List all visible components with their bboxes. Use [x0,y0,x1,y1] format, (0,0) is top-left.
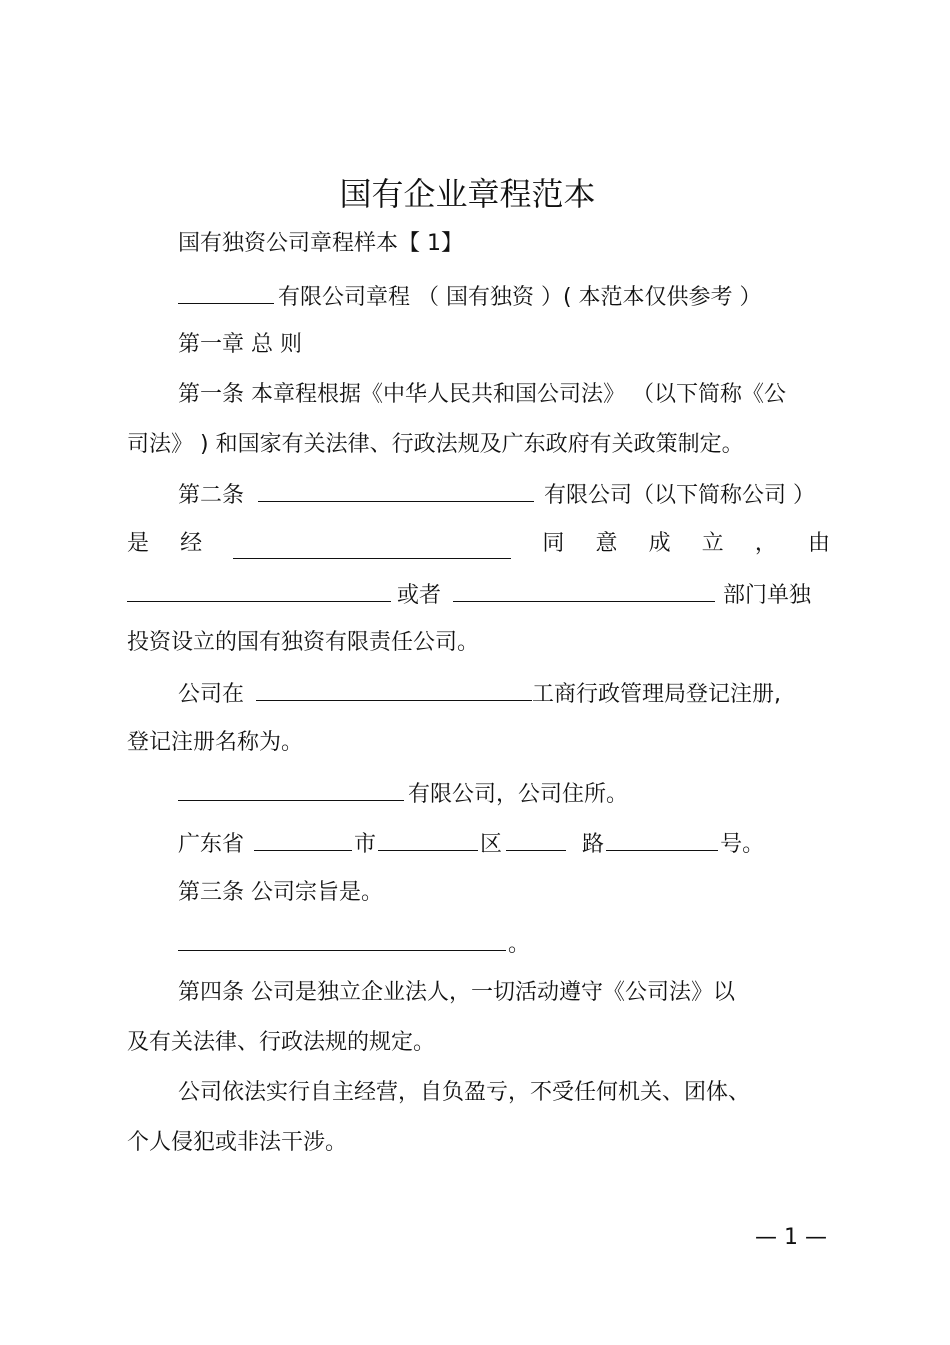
registration-line-1 [178,678,781,710]
city-label: 市 [354,832,377,857]
address-detail-line [178,828,764,860]
purpose-line [178,928,530,960]
char-li: 立 [701,531,724,556]
registration-suffix: 工商行政管理局登记注册, [532,682,782,707]
char-yi: 意 [595,531,618,556]
article-4-line-1: 第四条 公司是独立企业法人，一切活动遵守《公司法》以 [178,980,735,1005]
district-label: 区 [480,832,503,857]
purpose-period: 。 [508,932,531,957]
subtitle-line: 国有独资公司章程样本【 1】 [178,231,463,256]
approver-blank[interactable] [233,536,511,559]
province-label: 广东省 [178,832,245,857]
article-2-line-3 [127,579,811,611]
page-number: — 1 — [755,1225,827,1250]
number-blank[interactable] [606,828,718,851]
article-2-line-2 [127,529,830,559]
road-label: 路 [582,832,605,857]
char-shi: 是 [127,531,150,556]
article-2-label: 第二条 [178,483,245,508]
article-3-line: 第三条 公司宗旨是。 [178,880,383,905]
article-4-line-4: 个人侵犯或非法干涉。 [127,1130,348,1155]
article-4-line-2: 及有关法律、行政法规的规定。 [127,1030,436,1055]
article-2-text: 有限公司（以下简称公司 ） [544,483,816,508]
article-2-line-1 [178,479,815,511]
char-jing: 经 [180,531,203,556]
article-4-line-3: 公司依法实行自主经营，自负盈亏，不受任何机关、团体、 [178,1080,751,1105]
document-title: 国有企业章程范本 [339,175,596,213]
charter-name-line [178,281,762,313]
company-address-line [178,778,628,810]
article-1-line-2: 司法》 ) 和国家有关法律、行政法规及广东政府有关政策制定。 [127,432,744,457]
or-text: 或者 [397,583,442,608]
city-blank[interactable] [254,828,352,851]
char-cheng: 成 [648,531,671,556]
article-1-line-1: 第一条 本章程根据《中华人民共和国公司法》 （以下简称《公 [178,382,786,407]
registration-prefix: 公司在 [178,682,245,707]
department-text: 部门单独 [723,583,812,608]
number-label: 号。 [720,832,765,857]
investor-blank-2[interactable] [453,579,715,602]
char-comma: ， [754,531,777,556]
district-blank[interactable] [378,828,478,851]
company-name-blank[interactable] [178,281,274,304]
purpose-blank[interactable] [178,928,506,951]
chapter-heading: 第一章 总 则 [178,332,302,357]
registration-line-2: 登记注册名称为。 [127,730,304,755]
charter-name-text: 有限公司章程 （ 国有独资 ）( 本范本仅供参考 ） [278,285,762,310]
registration-authority-blank[interactable] [256,678,532,701]
article-2-line-4: 投资设立的国有独资有限责任公司。 [127,630,480,655]
investor-blank-1[interactable] [127,579,391,602]
char-tong: 同 [542,531,565,556]
registered-name-blank[interactable] [178,778,404,801]
char-you: 由 [807,531,830,556]
company-address-text: 有限公司，公司住所。 [408,782,629,807]
road-blank[interactable] [506,828,566,851]
article-2-company-blank[interactable] [258,479,534,502]
